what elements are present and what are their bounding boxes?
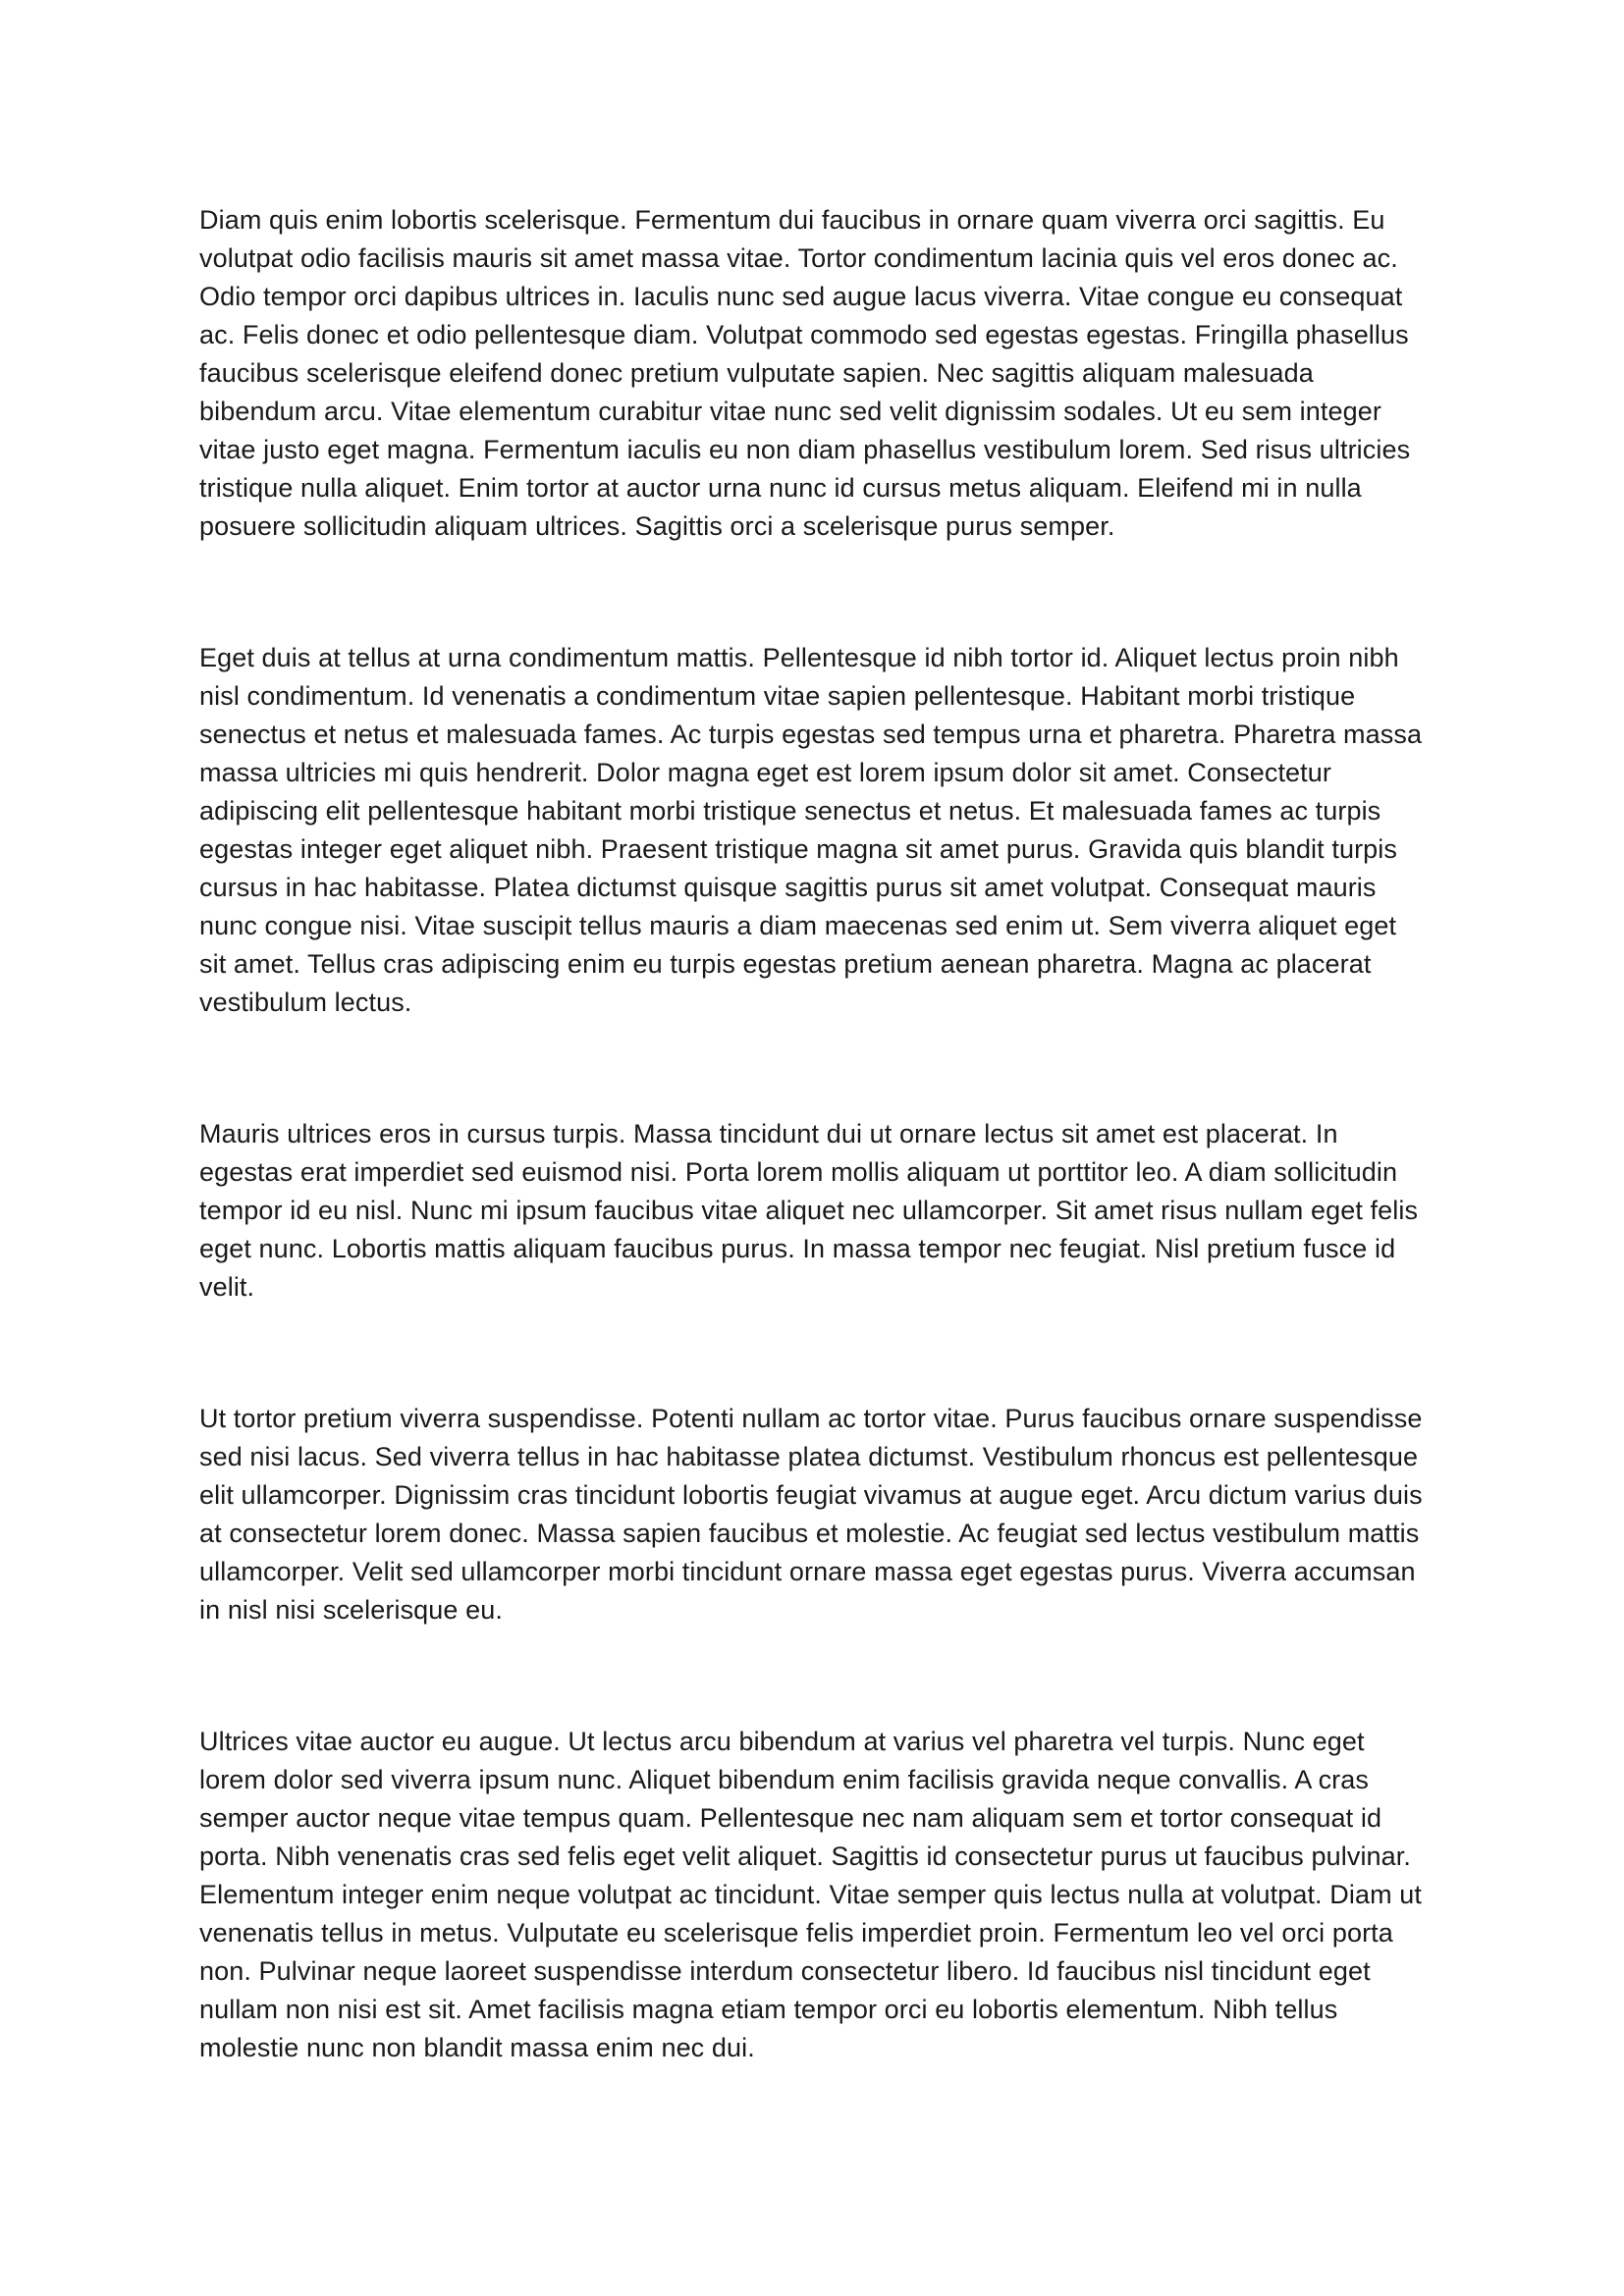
paragraph-4: Ut tortor pretium viverra suspendisse. Potenti nullam ac tortor vitae. Purus faucibus ornare suspendisse sed nisi lacus. Sed viverra tellus in hac habitasse platea dictumst. Vestibulum rhoncus est pellentesque elit ullamcorper. Dignissim cras tincidunt lobortis feugiat vivamus at augue eget. Arcu dictum varius duis at consectetur lorem donec. Massa sapien faucibus et molestie. Ac feugiat sed lectus vestibulum mattis ullamcorper. Velit sed ullamcorper morbi tincidunt ornare massa eget egestas purus. Viverra accumsan in nisl nisi scelerisque eu. [199,1404,1423,1625]
paragraph-2: Eget duis at tellus at urna condimentum mattis. Pellentesque id nibh tortor id. Aliquet lectus proin nibh nisl condimentum. Id venenatis a condimentum vitae sapien pellentesque. Habitant morbi tristique senectus et netus et malesuada fames. Ac turpis egestas sed tempus urna et pharetra. Pharetra massa massa ultricies mi quis hendrerit. Dolor magna eget est lorem ipsum dolor sit amet. Consectetur adipiscing elit pellentesque habitant morbi tristique senectus et netus. Et malesuada fames ac turpis egestas integer eget aliquet nibh. Praesent tristique magna sit amet purus. Gravida quis blandit turpis cursus in hac habitasse. Platea dictumst quisque sagittis purus sit amet volutpat. Consequat mauris nunc congue nisi. Vitae suscipit tellus mauris a diam maecenas sed enim ut. Sem viverra aliquet eget sit amet. Tellus cras adipiscing enim eu turpis egestas pretium aenean pharetra. Magna ac placerat vestibulum lectus. [199,643,1423,1017]
paragraph-1: Diam quis enim lobortis scelerisque. Fermentum dui faucibus in ornare quam viverra orci sagittis. Eu volutpat odio facilisis mauris sit amet massa vitae. Tortor condimentum lacinia quis vel eros donec ac. Odio tempor orci dapibus ultrices in. Iaculis nunc sed augue lacus viverra. Vitae congue eu consequat ac. Felis donec et odio pellentesque diam. Volutpat commodo sed egestas egestas. Fringilla phasellus faucibus scelerisque eleifend donec pretium vulputate sapien. Nec sagittis aliquam malesuada bibendum arcu. Vitae elementum curabitur vitae nunc sed velit dignissim sodales. Ut eu sem integer vitae justo eget magna. Fermentum iaculis eu non diam phasellus vestibulum lorem. Sed risus ultricies tristique nulla aliquet. Enim tortor at auctor urna nunc id cursus metus aliquam. Eleifend mi in nulla posuere sollicitudin aliquam ultrices. Sagittis orci a scelerisque purus semper. [199,205,1411,541]
paragraph-5: Ultrices vitae auctor eu augue. Ut lectus arcu bibendum at varius vel pharetra vel turpis. Nunc eget lorem dolor sed viverra ipsum nunc. Aliquet bibendum enim facilisis gravida neque convallis. A cras semper auctor neque vitae tempus quam. Pellentesque nec nam aliquam sem et tortor consequat id porta. Nibh venenatis cras sed felis eget velit aliquet. Sagittis id consectetur purus ut faucibus pulvinar. Elementum integer enim neque volutpat ac tincidunt. Vitae semper quis lectus nulla at volutpat. Diam ut venenatis tellus in metus. Vulputate eu scelerisque felis imperdiet proin. Fermentum leo vel orci porta non. Pulvinar neque laoreet suspendisse interdum consectetur libero. Id faucibus nisl tincidunt eget nullam non nisi est sit. Amet facilisis magna etiam tempor orci eu lobortis elementum. Nibh tellus molestie nunc non blandit massa enim nec dui. [199,1727,1422,2062]
document-body [199,201,1425,2067]
paragraph-3: Mauris ultrices eros in cursus turpis. Massa tincidunt dui ut ornare lectus sit amet est placerat. In egestas erat imperdiet sed euismod nisi. Porta lorem mollis aliquam ut porttitor leo. A diam sollicitudin tempor id eu nisl. Nunc mi ipsum faucibus vitae aliquet nec ullamcorper. Sit amet risus nullam eget felis eget nunc. Lobortis mattis aliquam faucibus purus. In massa tempor nec feugiat. Nisl pretium fusce id velit. [199,1119,1419,1302]
